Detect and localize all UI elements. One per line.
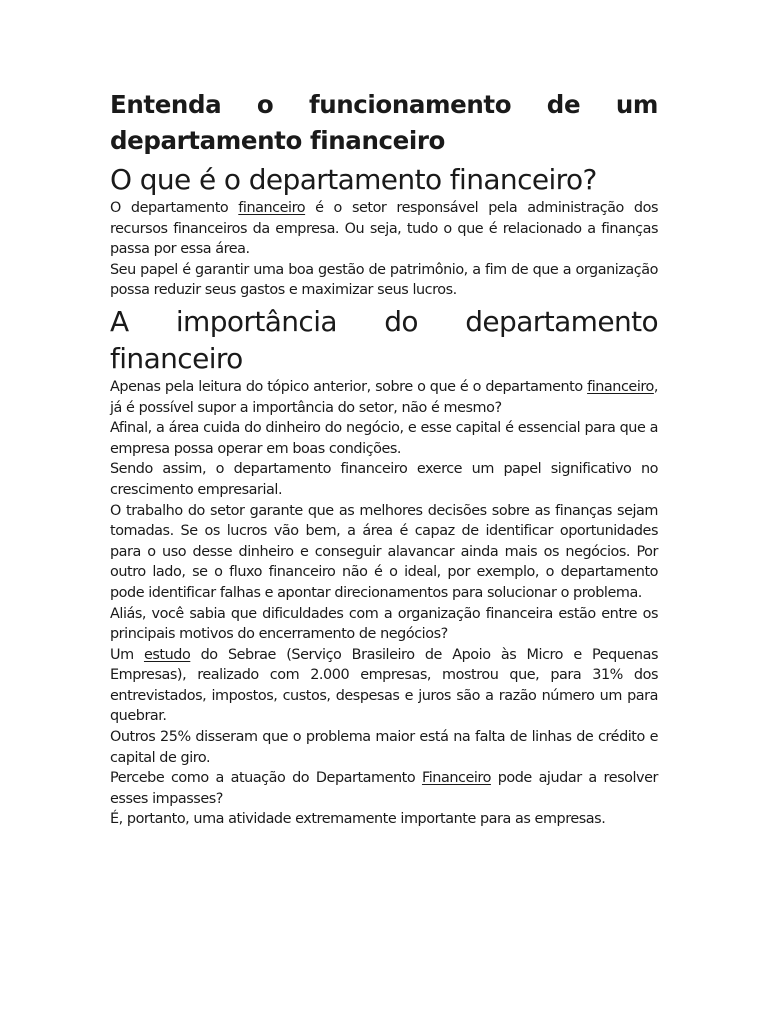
estudo-link[interactable]: estudo xyxy=(143,646,191,663)
document-title: Entenda o funcionamento de um departamento financeiro xyxy=(110,90,658,155)
financeiro-link[interactable]: financeiro xyxy=(587,378,654,395)
paragraph: O trabalho do setor garante que as melhores decisões sobre as finanças sejam tomadas. Se os lucros vão bem, a área é capaz de identificar oportunidades para o uso desse dinheiro e conseguir alavancar ainda mais os negócios. Por outro lado, se o fluxo financeiro não é o ideal, por exemplo, o departamento pode identificar falhas e apontar direcionamentos para solucionar o problema. xyxy=(110,502,658,601)
paragraph-text: é o setor responsável pela administração dos recursos financeiros da empresa. Ou seja, tudo o que é relacionado a finanças passa por essa área. xyxy=(110,200,659,258)
paragraph xyxy=(110,645,658,727)
paragraph-text: do Sebrae (Serviço Brasileiro de Apoio às Micro e Pequenas Empresas), realizado com 2.000 empresas, mostrou que, para 31% dos entrevistados, impostos, custos, despesas e juros são a razão número um para quebrar. xyxy=(110,646,658,725)
paragraph-text: Percebe como a atuação do Departamento xyxy=(110,770,422,787)
paragraph: Seu papel é garantir uma boa gestão de patrimônio, a fim de que a organização possa reduzir seus gastos e maximizar seus lucros. xyxy=(110,261,658,299)
paragraph-text: , já é possível supor a importância do setor, não é mesmo? xyxy=(110,378,658,416)
paragraph: Afinal, a área cuida do dinheiro do negócio, e esse capital é essencial para que a empresa possa operar em boas condições. xyxy=(110,420,658,457)
financeiro-link[interactable]: financeiro xyxy=(238,200,306,216)
financeiro-link[interactable]: Financeiro xyxy=(421,770,491,787)
paragraph xyxy=(110,198,658,260)
section-heading-importance: A importância do departamento financeiro xyxy=(110,304,658,375)
paragraph-text: pode ajudar a resolver esses impasses? xyxy=(110,770,658,807)
section-heading-what-is: O que é o departamento financeiro? xyxy=(110,163,597,196)
paragraph xyxy=(110,377,658,418)
paragraph xyxy=(110,768,658,809)
paragraph: Aliás, você sabia que dificuldades com a organização financeira estão entre os principais motivos do encerramento de negócios? xyxy=(110,605,658,643)
paragraph-text: O departamento xyxy=(110,200,239,216)
paragraph-text: Apenas pela leitura do tópico anterior, sobre o que é o departamento xyxy=(110,378,588,395)
paragraph: É, portanto, uma atividade extremamente importante para as empresas. xyxy=(110,811,606,828)
paragraph: Outros 25% disseram que o problema maior está na falta de linhas de crédito e capital de giro. xyxy=(110,729,658,766)
paragraph-text: Um xyxy=(110,646,144,663)
document-page xyxy=(110,87,658,830)
paragraph: Sendo assim, o departamento financeiro exerce um papel significativo no crescimento empresarial. xyxy=(110,461,658,498)
